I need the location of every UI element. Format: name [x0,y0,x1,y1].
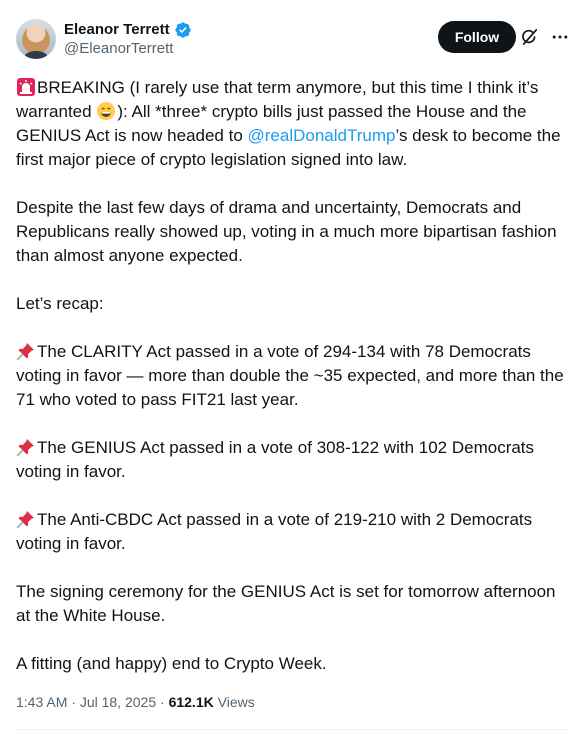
tweet-date[interactable]: Jul 18, 2025 [79,694,157,710]
tweet-text-p1a: BREAKING (I rarely use that term anymore, but this time I think it’s warranted [16,78,539,121]
author-display-name-row[interactable] [64,20,192,39]
avatar[interactable] [16,19,56,59]
author-names [64,20,192,59]
tweet-paragraph-2: Despite the last few days of drama and uncertainty, Democrats and Republicans really showed up, voting in a much more bipartisan fashion than almost anyone expected. [16,198,557,265]
tweet-paragraph-1 [16,76,574,172]
grok-icon[interactable] [520,27,540,47]
tweet-text-p1b: ): All *three* crypto bills just passed the House and the GENIUS Act is now headed to [16,102,527,145]
tweet-paragraph-3: Let’s recap: [16,294,104,313]
tweet-header [16,17,570,61]
views-label: Views [213,694,255,710]
tweet-text-p6: The Anti-CBDC Act passed in a vote of 219-210 with 2 Democrats voting in favor. [16,510,533,553]
meta-separator: · [156,694,169,710]
pushpin-emoji-icon [16,509,36,529]
divider [16,729,570,730]
tweet-text-p1c: ’s desk to become the first major piece of crypto legislation signed into law. [16,126,561,169]
tweet-text [16,76,574,700]
tweet-text-p5: The GENIUS Act passed in a vote of 308-122 with 102 Democrats voting in favor. [16,438,535,481]
follow-button[interactable]: Follow [438,21,516,53]
tweet-text-p4: The CLARITY Act passed in a vote of 294-134 with 78 Democrats voting in favor — more than double the ~35 expected, and more than the 71 who voted to pass FIT21 last year. [16,342,564,409]
verified-badge-icon [174,21,192,39]
grinning-face-emoji-icon [96,101,116,121]
tweet-paragraph-8: A fitting (and happy) end to Crypto Week. [16,654,327,673]
pushpin-emoji-icon [16,437,36,457]
tweet-meta [16,692,255,712]
mention-link[interactable]: @realDonaldTrump [247,126,396,145]
more-options-icon[interactable] [550,27,570,47]
author-display-name[interactable]: Eleanor Terrett [64,21,170,38]
tweet-paragraph-7: The signing ceremony for the GENIUS Act is set for tomorrow afternoon at the White House. [16,582,556,625]
views-count: 612.1K [168,694,214,710]
pushpin-emoji-icon [16,341,36,361]
tweet-paragraph-5 [16,436,574,484]
rotating-light-emoji-icon [16,77,36,97]
tweet-paragraph-4 [16,340,574,412]
author-handle[interactable]: @EleanorTerrett [64,40,174,57]
tweet-paragraph-6 [16,508,574,556]
tweet-time[interactable]: 1:43 AM [16,694,68,710]
meta-separator: · [67,694,80,710]
